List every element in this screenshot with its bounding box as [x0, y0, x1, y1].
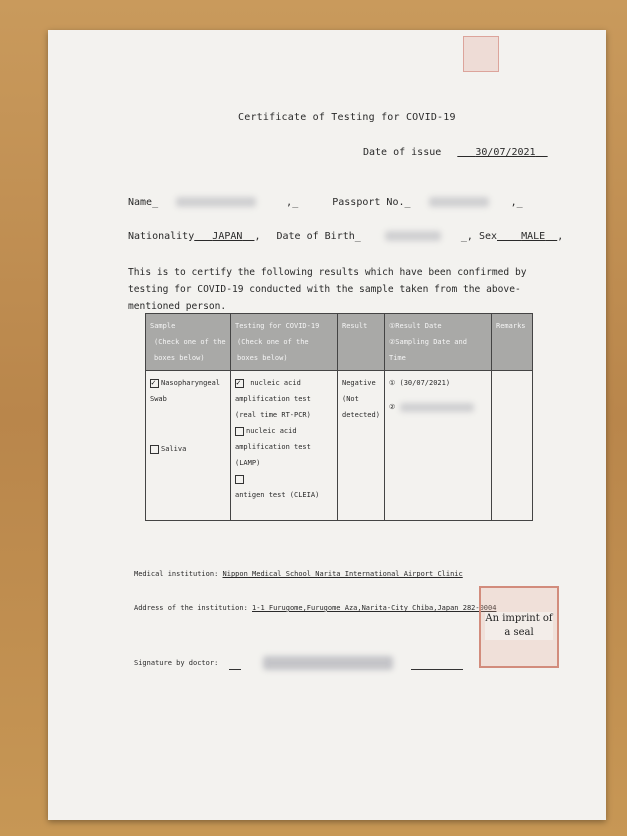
table-header-row	[146, 314, 533, 371]
header-testing: Testing for COVID-19 (Check one of the boxes below)	[231, 314, 338, 371]
header-sample: Sample (Check one of the boxes below)	[146, 314, 231, 371]
result-cell: Negative (Not detected)	[338, 371, 385, 521]
address-label: Address of the institution:	[134, 604, 248, 612]
test-option-cleia: antigen test (CLEIA)	[235, 471, 333, 503]
certify-statement: This is to certify the following results which have been confirmed by testing for COVID-19 conducted with the sample taken from the above-mentioned person.	[128, 267, 527, 312]
seal-stamp	[479, 586, 559, 668]
test-option-pcr: ✓ nucleic acid amplification test (real time RT-PCR)	[235, 375, 333, 423]
remarks-cell	[492, 371, 533, 521]
name-label: Name	[128, 197, 153, 208]
sex-value: MALE	[521, 231, 546, 242]
checked-box-icon	[150, 379, 159, 388]
sampling-date-redacted	[400, 403, 474, 412]
header-remarks: Remarks	[492, 314, 533, 371]
institution-row	[134, 570, 463, 578]
certificate-page	[48, 30, 606, 820]
nationality-value: JAPAN	[212, 231, 243, 242]
dob-redacted	[385, 231, 441, 241]
signature-label: Signature by doctor:	[134, 659, 219, 667]
passport-redacted	[429, 197, 489, 207]
address-value: 1-1 Furugome,Furugome Aza,Narita-City Chiba,Japan 282-0004	[252, 604, 497, 612]
address-row	[134, 604, 496, 612]
name-redacted	[176, 197, 256, 207]
sampling-date: ②	[389, 399, 487, 415]
result-date: ① (30/07/2021)	[389, 379, 451, 387]
institution-value: Nippon Medical School Narita International Airport Clinic	[222, 570, 463, 578]
top-stamp	[463, 36, 499, 72]
checkbox-icon	[235, 475, 244, 484]
checked-box-icon	[235, 379, 244, 388]
checkbox-icon	[150, 445, 159, 454]
testing-cell	[231, 371, 338, 521]
date-cell	[385, 371, 492, 521]
checkbox-icon	[235, 427, 244, 436]
document-title: Certificate of Testing for COVID-19	[238, 112, 456, 123]
nationality-label: Nationality	[128, 231, 195, 242]
date-of-issue-value: 30/07/2021	[475, 147, 536, 158]
date-of-issue	[363, 147, 548, 158]
passport-label: Passport No.	[332, 197, 405, 208]
name-row: Name_ ,_ Passport No._ ,_	[128, 197, 523, 208]
header-date: ①Result Date ②Sampling Date and Time	[385, 314, 492, 371]
nationality-row: Nationality JAPAN , Date of Birth_ _, Sex MALE ,	[128, 231, 564, 242]
table-row	[146, 371, 533, 521]
results-table	[145, 313, 533, 521]
sex-label: Sex	[478, 231, 497, 242]
header-result: Result	[338, 314, 385, 371]
institution-label: Medical institution:	[134, 570, 219, 578]
sample-option-saliva: Saliva	[150, 441, 226, 457]
sample-option-nasopharyngeal: ✓Nasopharyngeal Swab	[150, 375, 226, 407]
date-of-issue-label: Date of issue	[363, 147, 442, 158]
seal-text: An imprint of a seal	[485, 613, 553, 638]
sample-cell	[146, 371, 231, 521]
signature-redacted	[263, 656, 393, 670]
dob-label: Date of Birth	[276, 231, 355, 242]
signature-row	[134, 656, 463, 670]
test-option-lamp: nucleic acid amplification test (LAMP)	[235, 427, 311, 467]
